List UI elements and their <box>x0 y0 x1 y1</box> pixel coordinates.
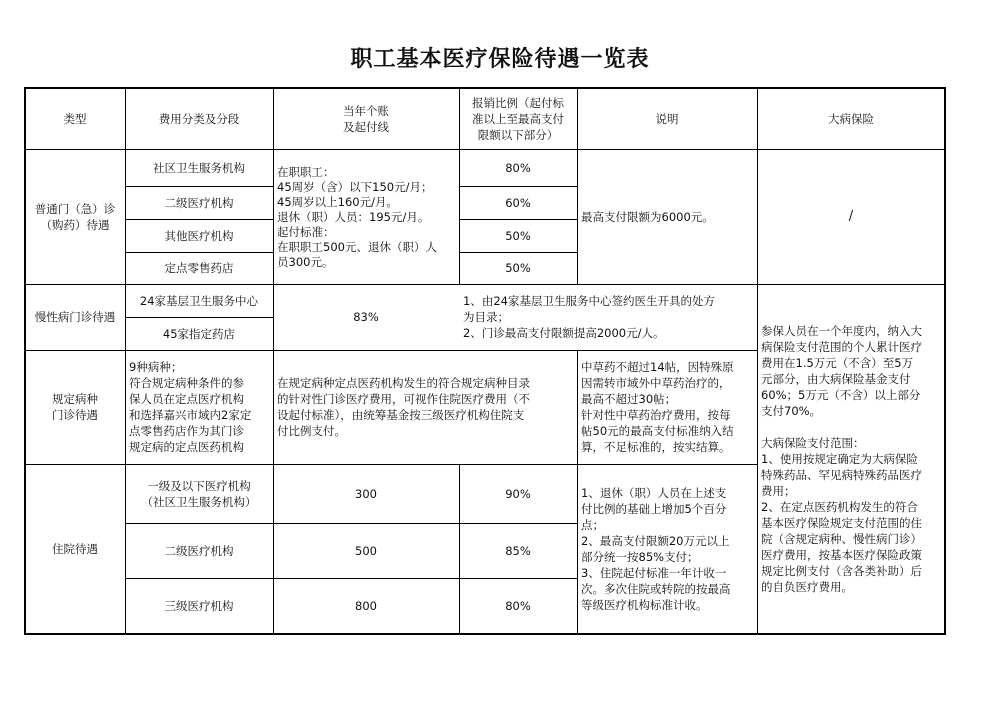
row-divider <box>125 317 273 318</box>
outpatient-fee-2: 二级医疗机构 <box>164 195 234 210</box>
chronic-note: 1、由24家基层卫生服务中心签约医生开具的处方 为目录； 2、门诊最高支付限额提高2000元/人。 <box>463 294 715 340</box>
row-divider <box>125 252 273 253</box>
chronic-fee-1: 24家基层卫生服务中心 <box>139 293 259 308</box>
table-border-left <box>24 87 26 635</box>
col-divider <box>273 88 274 634</box>
header-critical: 大病保险 <box>828 112 874 126</box>
outpatient-type: 普通门（急）诊 （购药）待遇 <box>34 202 116 232</box>
outpatient-ratio-4: 50% <box>505 261 531 275</box>
special-type: 规定病种 门诊待遇 <box>52 392 98 422</box>
outpatient-note: 最高支付限额为6000元。 <box>581 210 714 224</box>
inpatient-fee-2: 二级医疗机构 <box>164 543 234 558</box>
row-divider <box>459 252 577 253</box>
inpatient-threshold-1: 300 <box>355 486 377 501</box>
row-divider <box>125 578 577 579</box>
inpatient-threshold-2: 500 <box>355 543 377 558</box>
row-divider <box>25 464 757 465</box>
col-divider <box>459 464 460 634</box>
outpatient-critical: / <box>848 209 854 224</box>
inpatient-fee-1: 一级及以下医疗机构 （社区卫生服务机构） <box>141 478 257 509</box>
chronic-ratio: 83% <box>353 310 379 324</box>
row-divider <box>125 523 577 524</box>
outpatient-fee-3: 其他医疗机构 <box>164 228 234 243</box>
outpatient-fee-4: 定点零售药店 <box>164 261 234 275</box>
row-divider <box>125 186 273 187</box>
row-divider <box>125 219 273 220</box>
table-border-top <box>24 87 946 89</box>
outpatient-ratio-3: 50% <box>505 228 531 243</box>
header-fee: 费用分类及分段 <box>158 112 240 126</box>
special-fee: 9种病种； 符合规定病种条件的参 保人员在定点医疗机构 和选择嘉兴市域内2家定 点零售药店作为其门诊 规定病的定点医药机构 <box>129 360 252 454</box>
col-divider <box>577 88 578 284</box>
header-note: 说明 <box>655 112 679 126</box>
inpatient-fee-3: 三级医疗机构 <box>164 599 234 613</box>
inpatient-ratio-2: 85% <box>505 543 531 558</box>
header-type: 类型 <box>63 112 87 126</box>
chronic-fee-2: 45家指定药店 <box>162 326 236 341</box>
special-desc: 在规定病种定点医药机构发生的符合规定病种目录 的针对性门诊医疗费用，可视作住院医疗费用（不 设起付标准），由统筹基金按三级医疗机构住院支 付比例支付。 <box>277 376 530 438</box>
inpatient-type: 住院待遇 <box>52 542 98 556</box>
page-title: 职工基本医疗保险待遇一览表 <box>350 47 650 72</box>
special-note: 中草药不超过14帖，因特殊原 因需转市域外中草药治疗的， 最高不超过30帖； 针对性中草药治疗费用，按每 帖50元的最高支付标准纳入结 算，不足标准的，按实结算。 <box>581 360 734 454</box>
outpatient-fee-1: 社区卫生服务机构 <box>153 161 245 175</box>
row-divider <box>459 186 577 187</box>
inpatient-note: 1、退休（职）人员在上述支 付比例的基础上增加5个百分 点； 2、最高支付限额20万元以上 部分统一按85%支付； 3、住院起付标准一年计收一 次。多次住院或转院的按最高 等级医疗机构标准计收。 <box>581 486 731 612</box>
critical-illness-text: 参保人员在一个年度内，纳入大 病保险支付范围的个人累计医疗 费用在1.5万元（不含）至5万 元部分，由大病保险基金支付 60%；5万元（不含）以上部分 支付70%。 大病保险支付范围： 1、使用按规定确定为大病保险 特殊药品、罕见病特殊药品医疗 费用； 2、在定点医药机构发生的符合 基本医疗保险规定支付范围的住 院（含规定病种、慢性病门诊） 医疗费用，按基本医疗保险政策 规定比例支付（含各类补助）后 的自负医疗费用。 <box>761 324 922 594</box>
row-divider <box>25 149 945 150</box>
chronic-type: 慢性病门诊待遇 <box>34 310 116 324</box>
outpatient-ratio-1: 80% <box>505 161 531 175</box>
col-divider <box>757 88 758 634</box>
table-border-bottom <box>24 633 946 635</box>
header-ratio: 报销比例（起付标 准以上至最高支付 限额以下部分） <box>472 96 564 142</box>
col-divider <box>459 88 460 284</box>
inpatient-ratio-3: 80% <box>505 599 531 613</box>
outpatient-ratio-2: 60% <box>505 195 531 210</box>
row-divider <box>25 350 757 351</box>
outpatient-account: 在职职工： 45周岁（含）以下150元/月； 45周岁以上160元/月。 退休（职）人员：195元/月。 起付标准： 在职职工500元、退休（职）人 员300元。 <box>277 164 437 269</box>
table-border-right <box>944 87 946 635</box>
inpatient-threshold-3: 800 <box>355 599 377 613</box>
row-divider <box>459 219 577 220</box>
inpatient-ratio-1: 90% <box>505 486 531 501</box>
row-divider <box>25 284 945 285</box>
header-account: 当年个账 及起付线 <box>343 104 389 134</box>
col-divider <box>125 88 126 634</box>
col-divider <box>577 350 578 634</box>
